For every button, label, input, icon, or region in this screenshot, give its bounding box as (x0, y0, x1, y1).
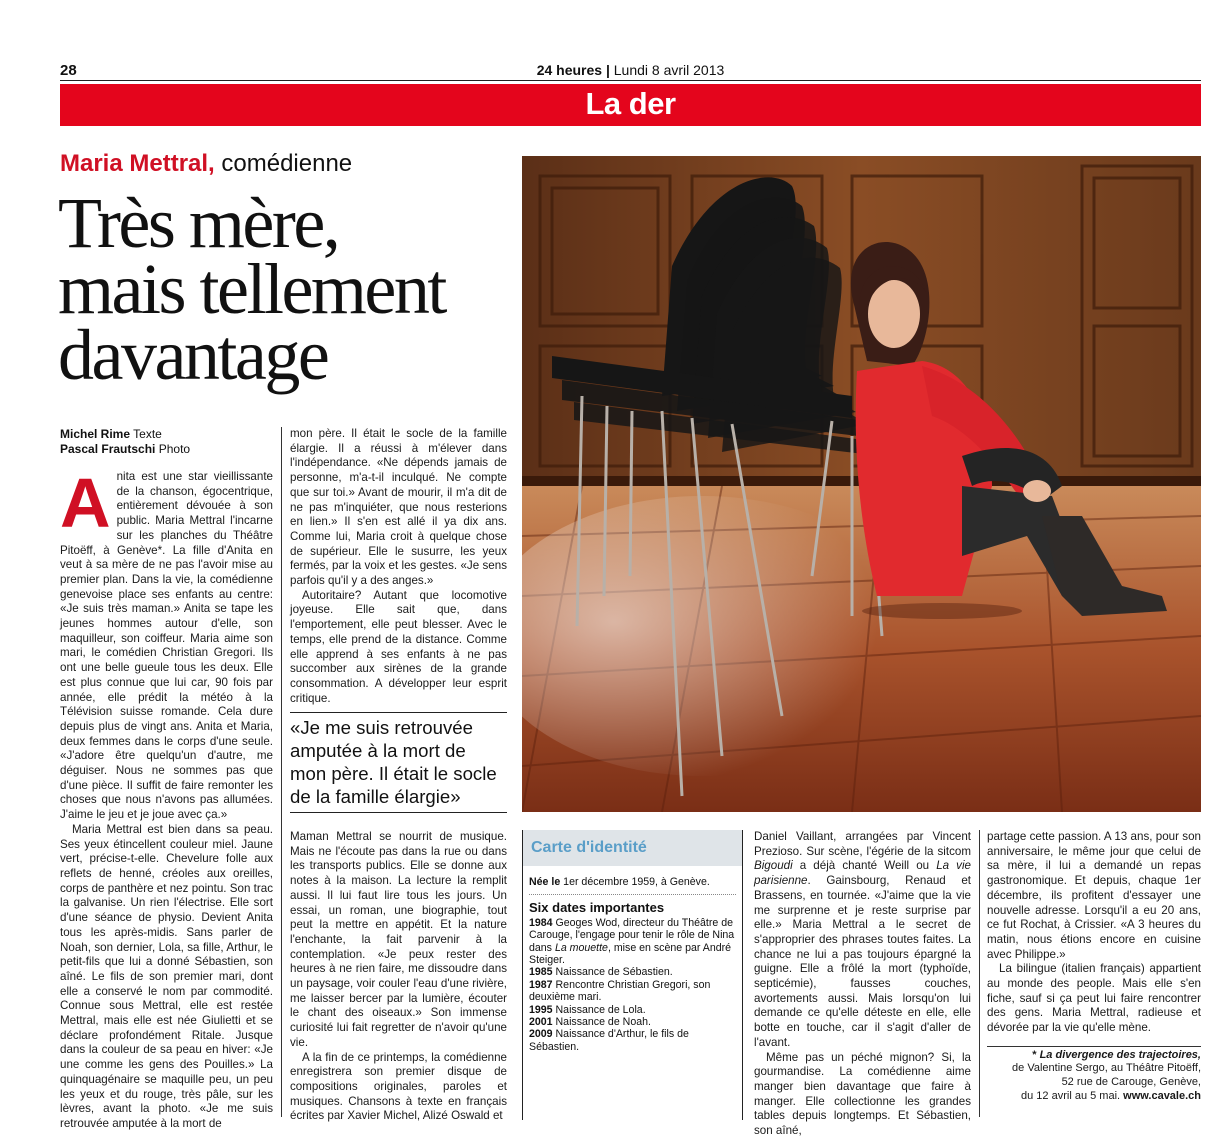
section-title: La der (585, 86, 676, 121)
date-text: Naissance d'Arthur, le fils de Sébastien. (529, 1028, 689, 1053)
footnote-title: La divergence des trajectoires, (1039, 1048, 1201, 1061)
article-column-3 (290, 830, 507, 1124)
show-title: Bigoudi (754, 859, 793, 873)
portrait-photo (522, 156, 1201, 812)
date-entry (529, 979, 736, 1004)
birth-label: Née le (529, 876, 561, 888)
article-paragraph-text: . Gainsbourg, Renaud et Brassens, en tournée. «J'aime que la vie me surprenne et je reste surprise par elle.» Maria Mettral a le secret de s'approprier des phrases toutes faites. La chance ne lui a pas toujours épargné la guigne. Elle a frôlé la mort (typhoïde, septicémie), fausses couches, avortements aussi. Mais lorsqu'on lui demande ce qu'elle déteste en elle, elle botte en touche, car il s'agit d'aller de l'avant. (754, 874, 971, 1049)
byline-role: Photo (158, 442, 191, 456)
folio-rule (60, 80, 1201, 81)
article-paragraph: Maria Mettral est bien dans sa peau. Ses yeux étincellent couleur miel. Jaune vert, précise-t-elle. Chevelure folle aux reflets de henné, créoles aux oreilles, corps de panthère et nez pointu. Son trac la galvanise. Un rien l'électrise. Elle sort d'une séance de physio. Devient Anita tous les après-midis. Sans parler de Noah, son dernier, Lola, sa fille, Arthur, le petit-fils que lui a donné Sébastien, son aîné. Le fils de son premier mari, dont elle a conservé le nom par commodité. Connue sous Mettral, elle est restée Mettral, mais elle est née Giulietti et se déclare profondément Ritale. Jusque dans la couleur de sa peau en hiver: «Je une comme les gens des Pouilles.» La quinquagénaire se maquille peu, un peu les yeux et du rouge, très pâle, sur les lèvres, avant la photo. «Je me suis retrouvée amputée à la mort de (60, 822, 273, 1130)
article-column-2 (290, 427, 507, 706)
footnote-line: de Valentine Sergo, au Théâtre Pitoëff, (1012, 1062, 1201, 1075)
folio (60, 60, 1201, 80)
headline-line: davantage (58, 315, 328, 395)
identity-card (522, 830, 743, 1120)
kicker-name: Maria Mettral, (60, 150, 215, 177)
article-paragraph: La bilingue (italien français) appartient au monde des people. Mais elle s'en fiche, sauf si ça peut lui faire rencontrer des gens. Maria Mettral, radieuse et dévorée par la vie qu'elle mène. (987, 962, 1201, 1035)
section-ribbon (60, 84, 1201, 126)
date-entry (529, 1004, 736, 1016)
article-paragraph (60, 464, 273, 823)
date-text: Rencontre Christian Gregori, son deuxième mari. (529, 978, 711, 1004)
masthead-separator: | (605, 62, 610, 78)
article-column-6 (987, 830, 1201, 1103)
identity-card-title: Carte d'identité (523, 830, 742, 866)
byline-text (60, 427, 190, 442)
headline-line: Très mère, (58, 183, 339, 263)
masthead (60, 62, 1201, 78)
birth-line (529, 872, 736, 895)
article-paragraph (754, 830, 971, 1051)
date-text: Naissance de Lola. (555, 1003, 646, 1016)
date-text: Naissance de Noah. (555, 1016, 651, 1029)
footnote-line (987, 1090, 1201, 1104)
footnote-star: * (1032, 1048, 1037, 1061)
byline-photo (60, 442, 190, 457)
paper-name: 24 heures (536, 62, 603, 78)
article-paragraph-text: Daniel Vaillant, arrangées par Vincent Prezioso. Sur scène, l'égérie de la sitcom (754, 830, 971, 858)
byline (60, 427, 190, 457)
column-rule (281, 427, 282, 1117)
headline-line: mais tellement (58, 249, 445, 329)
byline-role: Texte (133, 427, 162, 441)
date-title: La mouette (554, 941, 608, 954)
date-year: 2001 (529, 1016, 553, 1029)
date-text: Geoges Wod, directeur du Théâtre de Carouge, l'engage pour tenir le rôle de Nina dans (529, 916, 735, 954)
headline (58, 183, 508, 395)
column-rule (979, 830, 980, 1117)
date-year: 1985 (529, 966, 553, 979)
article-paragraph-text: a déjà chanté Weill ou (799, 859, 930, 873)
article-column-5 (754, 830, 971, 1139)
date-text: Naissance de Sébastien. (555, 966, 673, 979)
date-entry (529, 917, 736, 967)
pull-quote: «Je me suis retrouvée amputée à la mort de mon père. Il était le socle de la famille élargie» (290, 712, 507, 813)
article-paragraph: Même pas un péché mignon? Si, la gourmandise. La comédienne aime manger bien davantage que faire à manger. Elle collectionne les grandes tables depuis longtemps. Et Sébastien, son aîné, (754, 1050, 971, 1138)
kicker-role: comédienne (221, 150, 353, 177)
byline-author: Michel Rime (60, 427, 131, 441)
article-paragraph: Maman Mettral se nourrit de musique. Mais ne l'écoute pas dans la rue ou dans les transports publics. Elle se donne aux notes à la maison. La lecture la remplit aussi. Il lui faut lire tous les jours. Un essai, un roman, une biographie, tout peut la mettre en appétit. Et la nature l'enchante, la fait parvenir à la contemplation. «Je peux rester des heures à ne rien faire, me dissoudre dans un paysage, voir couler l'eau d'une rivière, me laisser bercer par la lumière, écouter le chant des oiseaux.» Son immense curiosité lui fait regretter de n'avoir qu'une vie. (290, 830, 507, 1049)
birth-text: 1er décembre 1959, à Genève. (563, 876, 710, 888)
date-year: 2009 (529, 1028, 553, 1041)
date-year: 1987 (529, 978, 553, 991)
byline-photographer: Pascal Frautschi (60, 442, 156, 456)
date-entry (529, 966, 736, 978)
date-year: 1984 (529, 916, 553, 929)
article-paragraph-text: nita est une star vieillissante de la chanson, égocentrique, entièrement dévouée à son public. Maria Mettral l'incarne sur les planches du Théâtre Pitoëff, à Genève*. La fille d'Anita en veut à sa mère de ne pas l'avoir mise au premier plan. Dans la vie, la comédienne genevoise place ses enfants au centre: «Je suis très maman.» Anita se tape les jeunes hommes autour d'elle, son maquilleur, son coiffeur. Maria aime son mari, le comédien Christian Gregori. Ils ont une belle gueule tous les deux. Elle est plus connue que lui car, 90 fois par année, elle prédit la météo à la Télévision suisse romande. Cela dure depuis plus de vingt ans. Anita et Maria, deux femmes dans le corps d'une seule. «J'adore être quelqu'un d'autre, me déguiser. Nous ne sommes pas que d'une pièce. Il suffit de faire remonter les choses que nous n'avons pas allumées. J'aime le jeu et je joue avec ça.» (60, 470, 273, 822)
issue-date: Lundi 8 avril 2013 (613, 62, 725, 78)
article-column-1 (60, 464, 273, 1132)
footnote-line (987, 1049, 1201, 1063)
date-entry (529, 1028, 736, 1053)
article-paragraph: A la fin de ce printemps, la comédienne enregistrera son premier disque de compositions originales, paroles et musiques. Chansons à texte en français écrites par Xavier Michel, Alizé Oswald et (290, 1050, 507, 1123)
footnote-url[interactable]: www.cavale.ch (1123, 1089, 1201, 1102)
date-entry (529, 1016, 736, 1028)
dates-title: Six dates importantes (529, 900, 665, 916)
drop-cap: A (60, 464, 111, 542)
page-number: 28 (60, 62, 77, 79)
portrait-illustration (522, 156, 1201, 812)
show-title: La vie parisienne (754, 859, 971, 888)
footnote (987, 1046, 1201, 1103)
footnote-line: 52 rue de Carouge, Genève, (1061, 1076, 1201, 1089)
kicker (60, 150, 352, 178)
date-year: 1995 (529, 1003, 553, 1016)
identity-card-body (523, 866, 742, 1053)
article-paragraph: mon père. Il était le socle de la famille élargie. Il a réussi à m'élever dans l'indépendance. «Ne dépends jamais de personne, m'a-t-il inculqué. Ne compte que sur toi.» Avant de mourir, il m'a dit de ne pas m'inquiéter, que nous resterions en lien.» Il s'en est allé il ya dix ans. Comme lui, Maria croit à quelque chose de supérieur. Elle le susurre, les yeux fermés, par la voix et les gestes. «Je sens parfois qu'il y a des anges.» (290, 427, 507, 588)
footnote-dates: du 12 avril au 5 mai. (1021, 1089, 1121, 1102)
article-paragraph: partage cette passion. A 13 ans, pour son anniversaire, le même jour que celui de sa mère, il lui a demandé un repas gastronomique. Et depuis, chaque 1er décembre, ils profitent d'essayer une nouvelle adresse. Lorsqu'il a eu 20 ans, ce fut Rochat, à Crissier. «A 3 heures du matin, nous étions encore en cuisine avec Philippe.» (987, 830, 1201, 961)
article-paragraph: Autoritaire? Autant que locomotive joyeuse. Elle sait que, dans l'emportement, elle peut blesser. Avec le temps, elle prend de la distance. Comme elle apprend à ses enfants à ne pas succomber aux sirènes de la grande consommation. A développer leur esprit critique. (290, 588, 507, 705)
date-text: , mise en scène par André Steiger. (529, 941, 732, 967)
